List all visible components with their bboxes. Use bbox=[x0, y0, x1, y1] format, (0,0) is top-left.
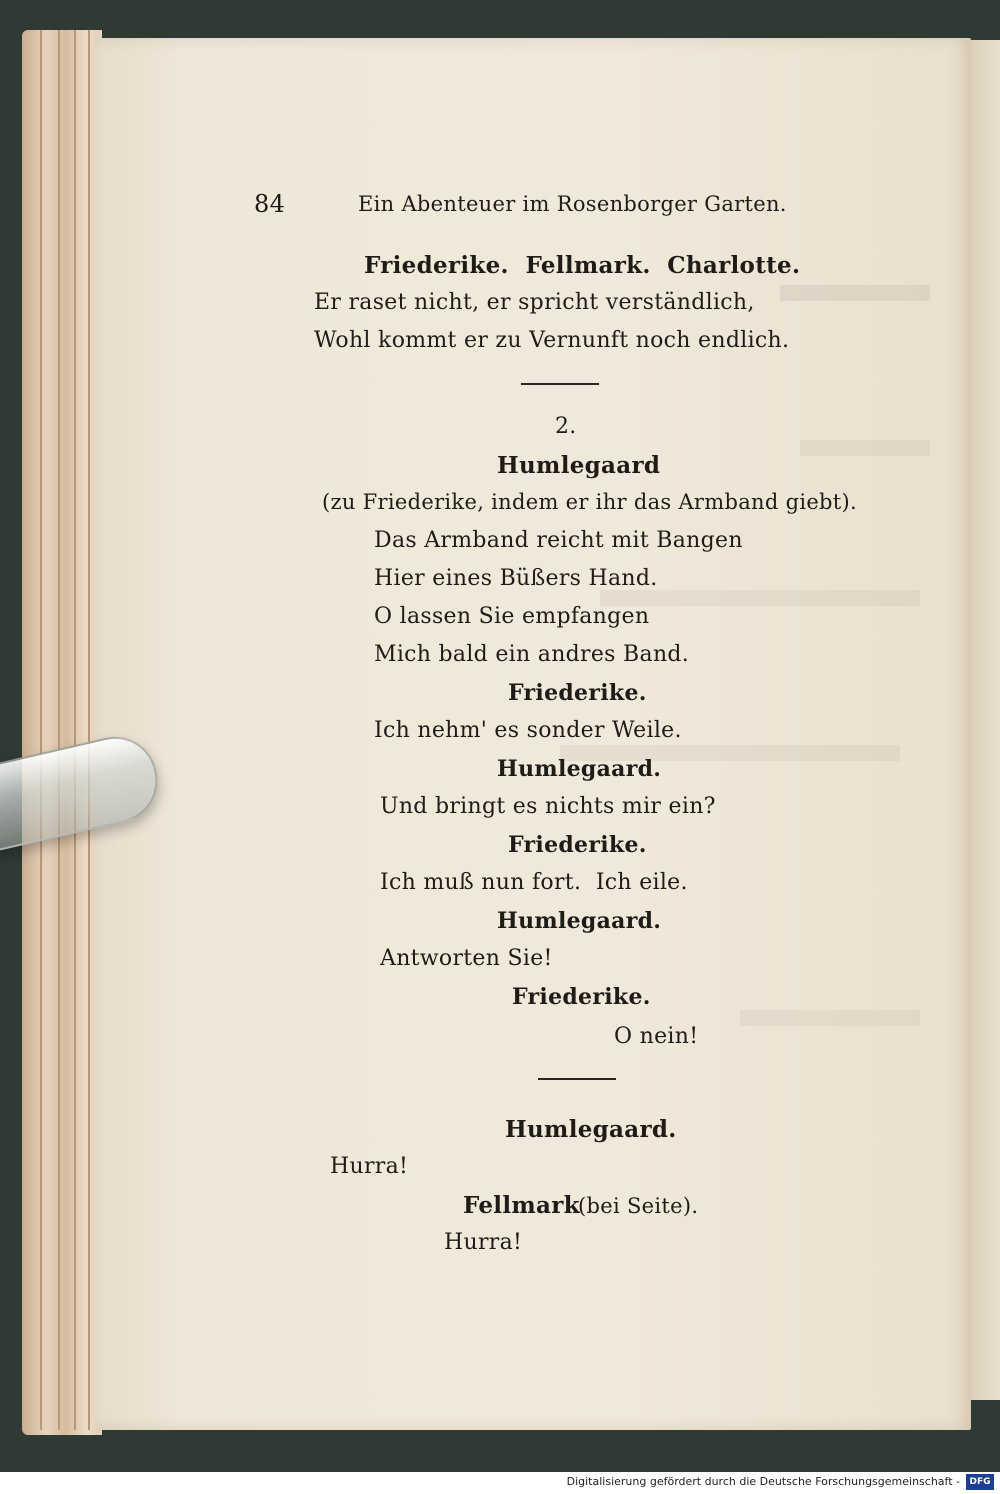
verse-line: Mich bald ein andres Band. bbox=[374, 642, 690, 667]
verse-line: Ich nehm' es sonder Weile. bbox=[374, 718, 682, 743]
show-through-text bbox=[800, 440, 930, 456]
speaker-heading: Friederike. Fellmark. Charlotte. bbox=[364, 252, 801, 279]
show-through-text bbox=[780, 285, 930, 301]
speaker-heading: Friederike. bbox=[508, 680, 647, 706]
verse-line: O nein! bbox=[614, 1024, 699, 1049]
speaker-heading: Friederike. bbox=[512, 984, 651, 1010]
speaker-heading: Humlegaard. bbox=[497, 756, 662, 782]
page-number: 84 bbox=[254, 190, 286, 218]
speaker-heading: Fellmark bbox=[463, 1192, 580, 1219]
verse-line: Hurra! bbox=[330, 1154, 409, 1179]
verse-line: Das Armband reicht mit Bangen bbox=[374, 528, 743, 553]
verse-line: Und bringt es nichts mir ein? bbox=[380, 794, 716, 819]
page-edge-line bbox=[74, 30, 76, 1430]
digitization-footer bbox=[0, 1472, 1000, 1494]
verse-line: O lassen Sie empfangen bbox=[374, 604, 650, 629]
verse-line: Ich muß nun fort. Ich eile. bbox=[380, 870, 688, 895]
speaker-heading: Humlegaard. bbox=[497, 908, 662, 934]
speaker-heading: Friederike. bbox=[508, 832, 647, 858]
verse-line: Hurra! bbox=[444, 1230, 523, 1255]
section-divider bbox=[521, 383, 599, 385]
verse-line: Wohl kommt er zu Vernunft noch endlich. bbox=[314, 328, 790, 353]
speaker-heading: Humlegaard. bbox=[505, 1116, 677, 1143]
speaker-heading: Humlegaard bbox=[497, 452, 661, 479]
section-divider bbox=[538, 1078, 616, 1080]
page-edge-line bbox=[88, 30, 90, 1430]
verse-line: Antworten Sie! bbox=[380, 946, 553, 971]
show-through-text bbox=[740, 1010, 920, 1026]
page-edge-line bbox=[58, 30, 60, 1430]
verse-line: Er raset nicht, er spricht verständlich, bbox=[314, 290, 755, 315]
funding-credit: Digitalisierung gefördert durch die Deutsche Forschungsgemeinschaft - bbox=[566, 1475, 960, 1488]
scene-number: 2. bbox=[555, 414, 577, 439]
book-page-edges bbox=[22, 30, 102, 1435]
page-edge-line bbox=[40, 30, 42, 1430]
verse-line: Hier eines Büßers Hand. bbox=[374, 566, 658, 591]
stage-direction: (zu Friederike, indem er ihr das Armband giebt). bbox=[322, 490, 858, 514]
dfg-logo: DFG bbox=[966, 1474, 994, 1490]
adjacent-page-edge bbox=[966, 40, 1000, 1400]
running-title: Ein Abenteuer im Rosenborger Garten. bbox=[358, 192, 787, 216]
stage-direction: (bei Seite). bbox=[578, 1194, 699, 1218]
